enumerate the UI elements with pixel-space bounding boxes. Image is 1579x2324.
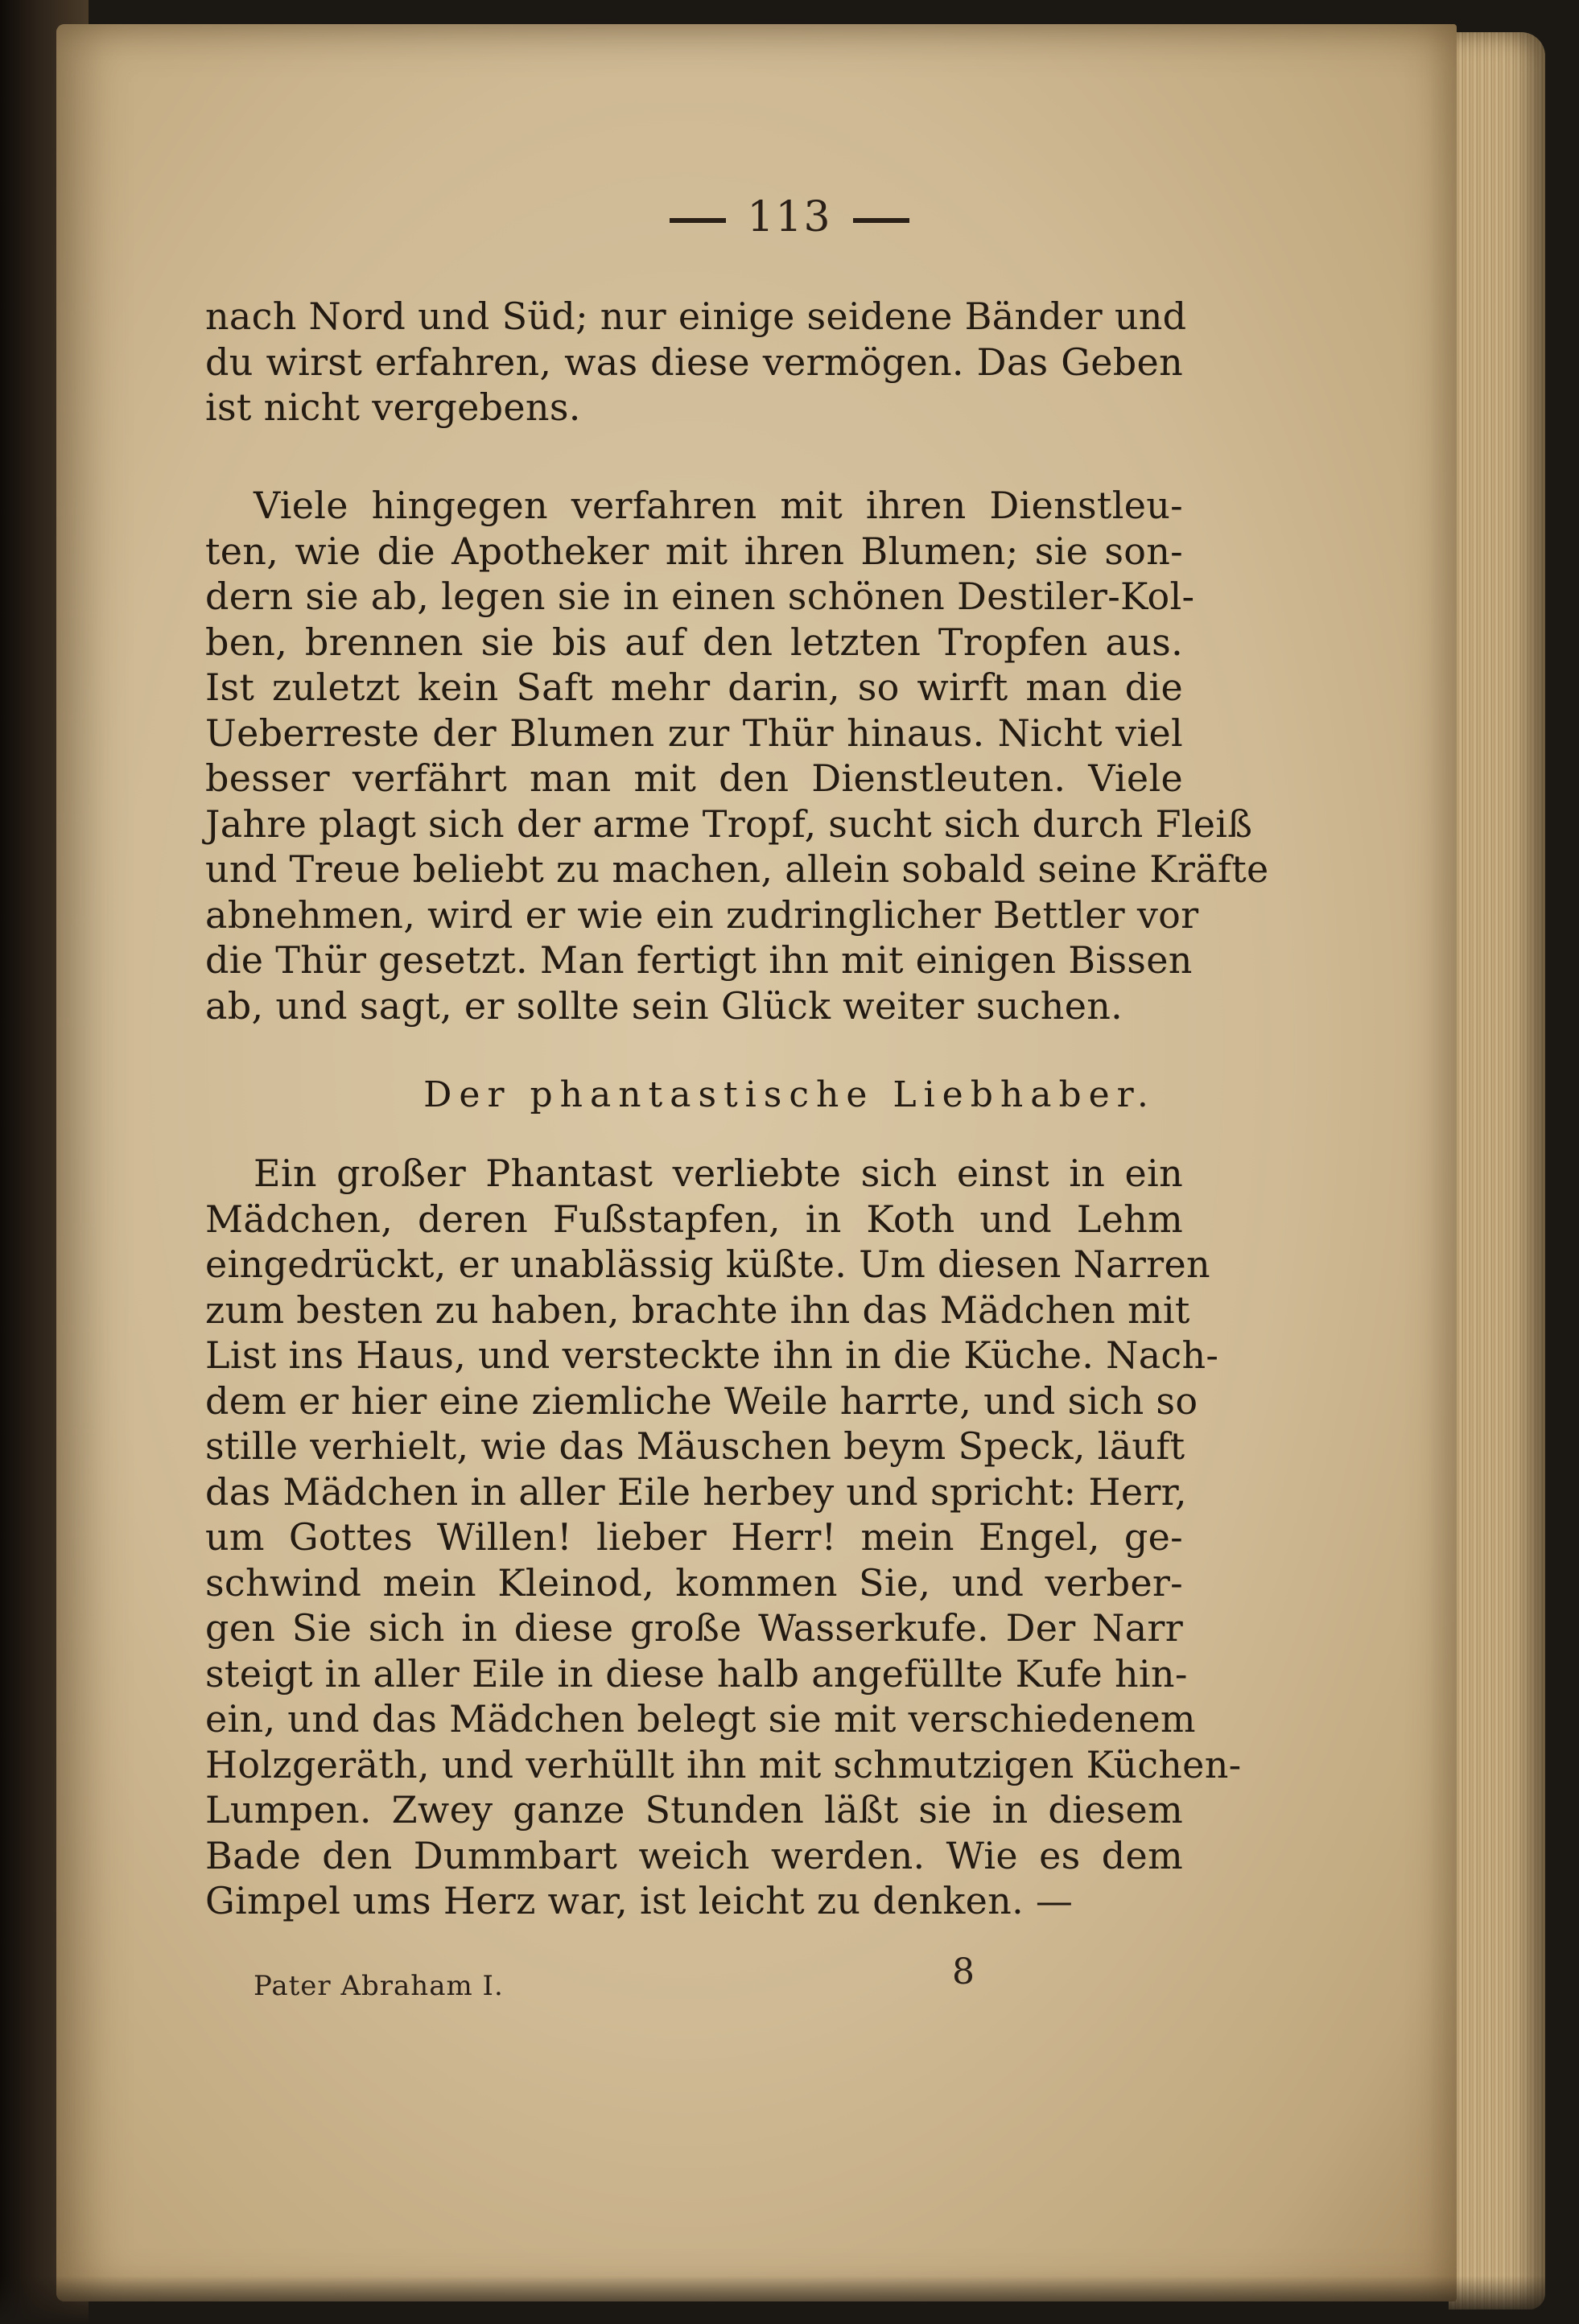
text-line: dem er hier eine ziemliche Weile harrte, und sich so bbox=[205, 1378, 1198, 1423]
text-line: abnehmen, wird er wie ein zudringlicher Bettler vor bbox=[205, 892, 1199, 937]
bottom-shadow bbox=[0, 2276, 1579, 2324]
text-line: schwind mein Kleinod, kommen Sie, und verber- bbox=[205, 1560, 1183, 1605]
header-rule-left bbox=[670, 218, 726, 223]
text-line: besser verfährt man mit den Dienstleuten. Viele bbox=[205, 756, 1183, 800]
paragraph-phantast bbox=[205, 1151, 1242, 1924]
text-line: stille verhielt, wie das Mäuschen beym Speck, läuft bbox=[205, 1424, 1185, 1468]
text-line: Jahre plagt sich der arme Tropf, sucht sich durch Fleiß bbox=[205, 801, 1253, 846]
text-line: Viele hingegen verfahren mit ihren Dienstleu- bbox=[254, 484, 1183, 527]
signature-mark: Pater Abraham I. bbox=[254, 1970, 504, 2002]
section-heading: Der phantastische Liebhaber. bbox=[423, 1074, 1156, 1115]
paragraph-continuation bbox=[205, 294, 1187, 431]
sheet-mark: 8 bbox=[952, 1951, 975, 1992]
page-edges bbox=[1449, 32, 1545, 2310]
paragraph-servants bbox=[205, 483, 1269, 1028]
text-line: die Thür gesetzt. Man fertigt ihn mit einigen Bissen bbox=[205, 938, 1193, 982]
text-line: eingedrückt, er unablässig küßte. Um diesen Narren bbox=[205, 1242, 1210, 1286]
text-line: ben, brennen sie bis auf den letzten Tropfen aus. bbox=[205, 620, 1183, 664]
text-line: Ueberreste der Blumen zur Thür hinaus. Nicht viel bbox=[205, 711, 1183, 755]
text-line: Holzgeräth, und verhüllt ihn mit schmutzigen Küchen- bbox=[205, 1742, 1242, 1786]
page-number: 113 bbox=[747, 193, 832, 241]
text-line: und Treue beliebt zu machen, allein sobald seine Kräfte bbox=[205, 847, 1269, 891]
text-line: du wirst erfahren, was diese vermögen. Das Geben bbox=[205, 340, 1183, 384]
page-header bbox=[0, 193, 1579, 241]
text-line: Bade den Dummbart weich werden. Wie es dem bbox=[205, 1833, 1183, 1877]
text-line: ten, wie die Apotheker mit ihren Blumen; sie son- bbox=[205, 529, 1183, 573]
text-line: List ins Haus, und versteckte ihn in die Küche. Nach- bbox=[205, 1333, 1219, 1377]
text-line: ab, und sagt, er sollte sein Glück weiter suchen. bbox=[205, 983, 1123, 1028]
text-line: um Gottes Willen! lieber Herr! mein Engel, ge- bbox=[205, 1515, 1183, 1559]
header-rule-right bbox=[853, 218, 909, 223]
text-line: Gimpel ums Herz war, ist leicht zu denken. — bbox=[205, 1879, 1074, 1922]
text-line: dern sie ab, legen sie in einen schönen Destiler-Kol- bbox=[205, 575, 1195, 618]
text-line: zum besten zu haben, brachte ihn das Mädchen mit bbox=[205, 1288, 1190, 1332]
text-line: nach Nord und Süd; nur einige seidene Bänder und bbox=[205, 295, 1187, 338]
text-line: Lumpen. Zwey ganze Stunden läßt sie in diesem bbox=[205, 1788, 1183, 1832]
text-line: ist nicht vergebens. bbox=[205, 385, 581, 429]
text-line: steigt in aller Eile in diese halb angefüllte Kufe hin- bbox=[205, 1651, 1188, 1696]
text-line: das Mädchen in aller Eile herbey und spricht: Herr, bbox=[205, 1469, 1187, 1514]
text-line: gen Sie sich in diese große Wasserkufe. Der Narr bbox=[205, 1606, 1183, 1650]
text-line: Ist zuletzt kein Saft mehr darin, so wirft man die bbox=[205, 665, 1183, 709]
text-line: Ein großer Phantast verliebte sich einst in ein bbox=[254, 1152, 1183, 1195]
text-line: Mädchen, deren Fußstapfen, in Koth und Lehm bbox=[205, 1197, 1183, 1241]
text-line: ein, und das Mädchen belegt sie mit verschiedenem bbox=[205, 1697, 1196, 1741]
